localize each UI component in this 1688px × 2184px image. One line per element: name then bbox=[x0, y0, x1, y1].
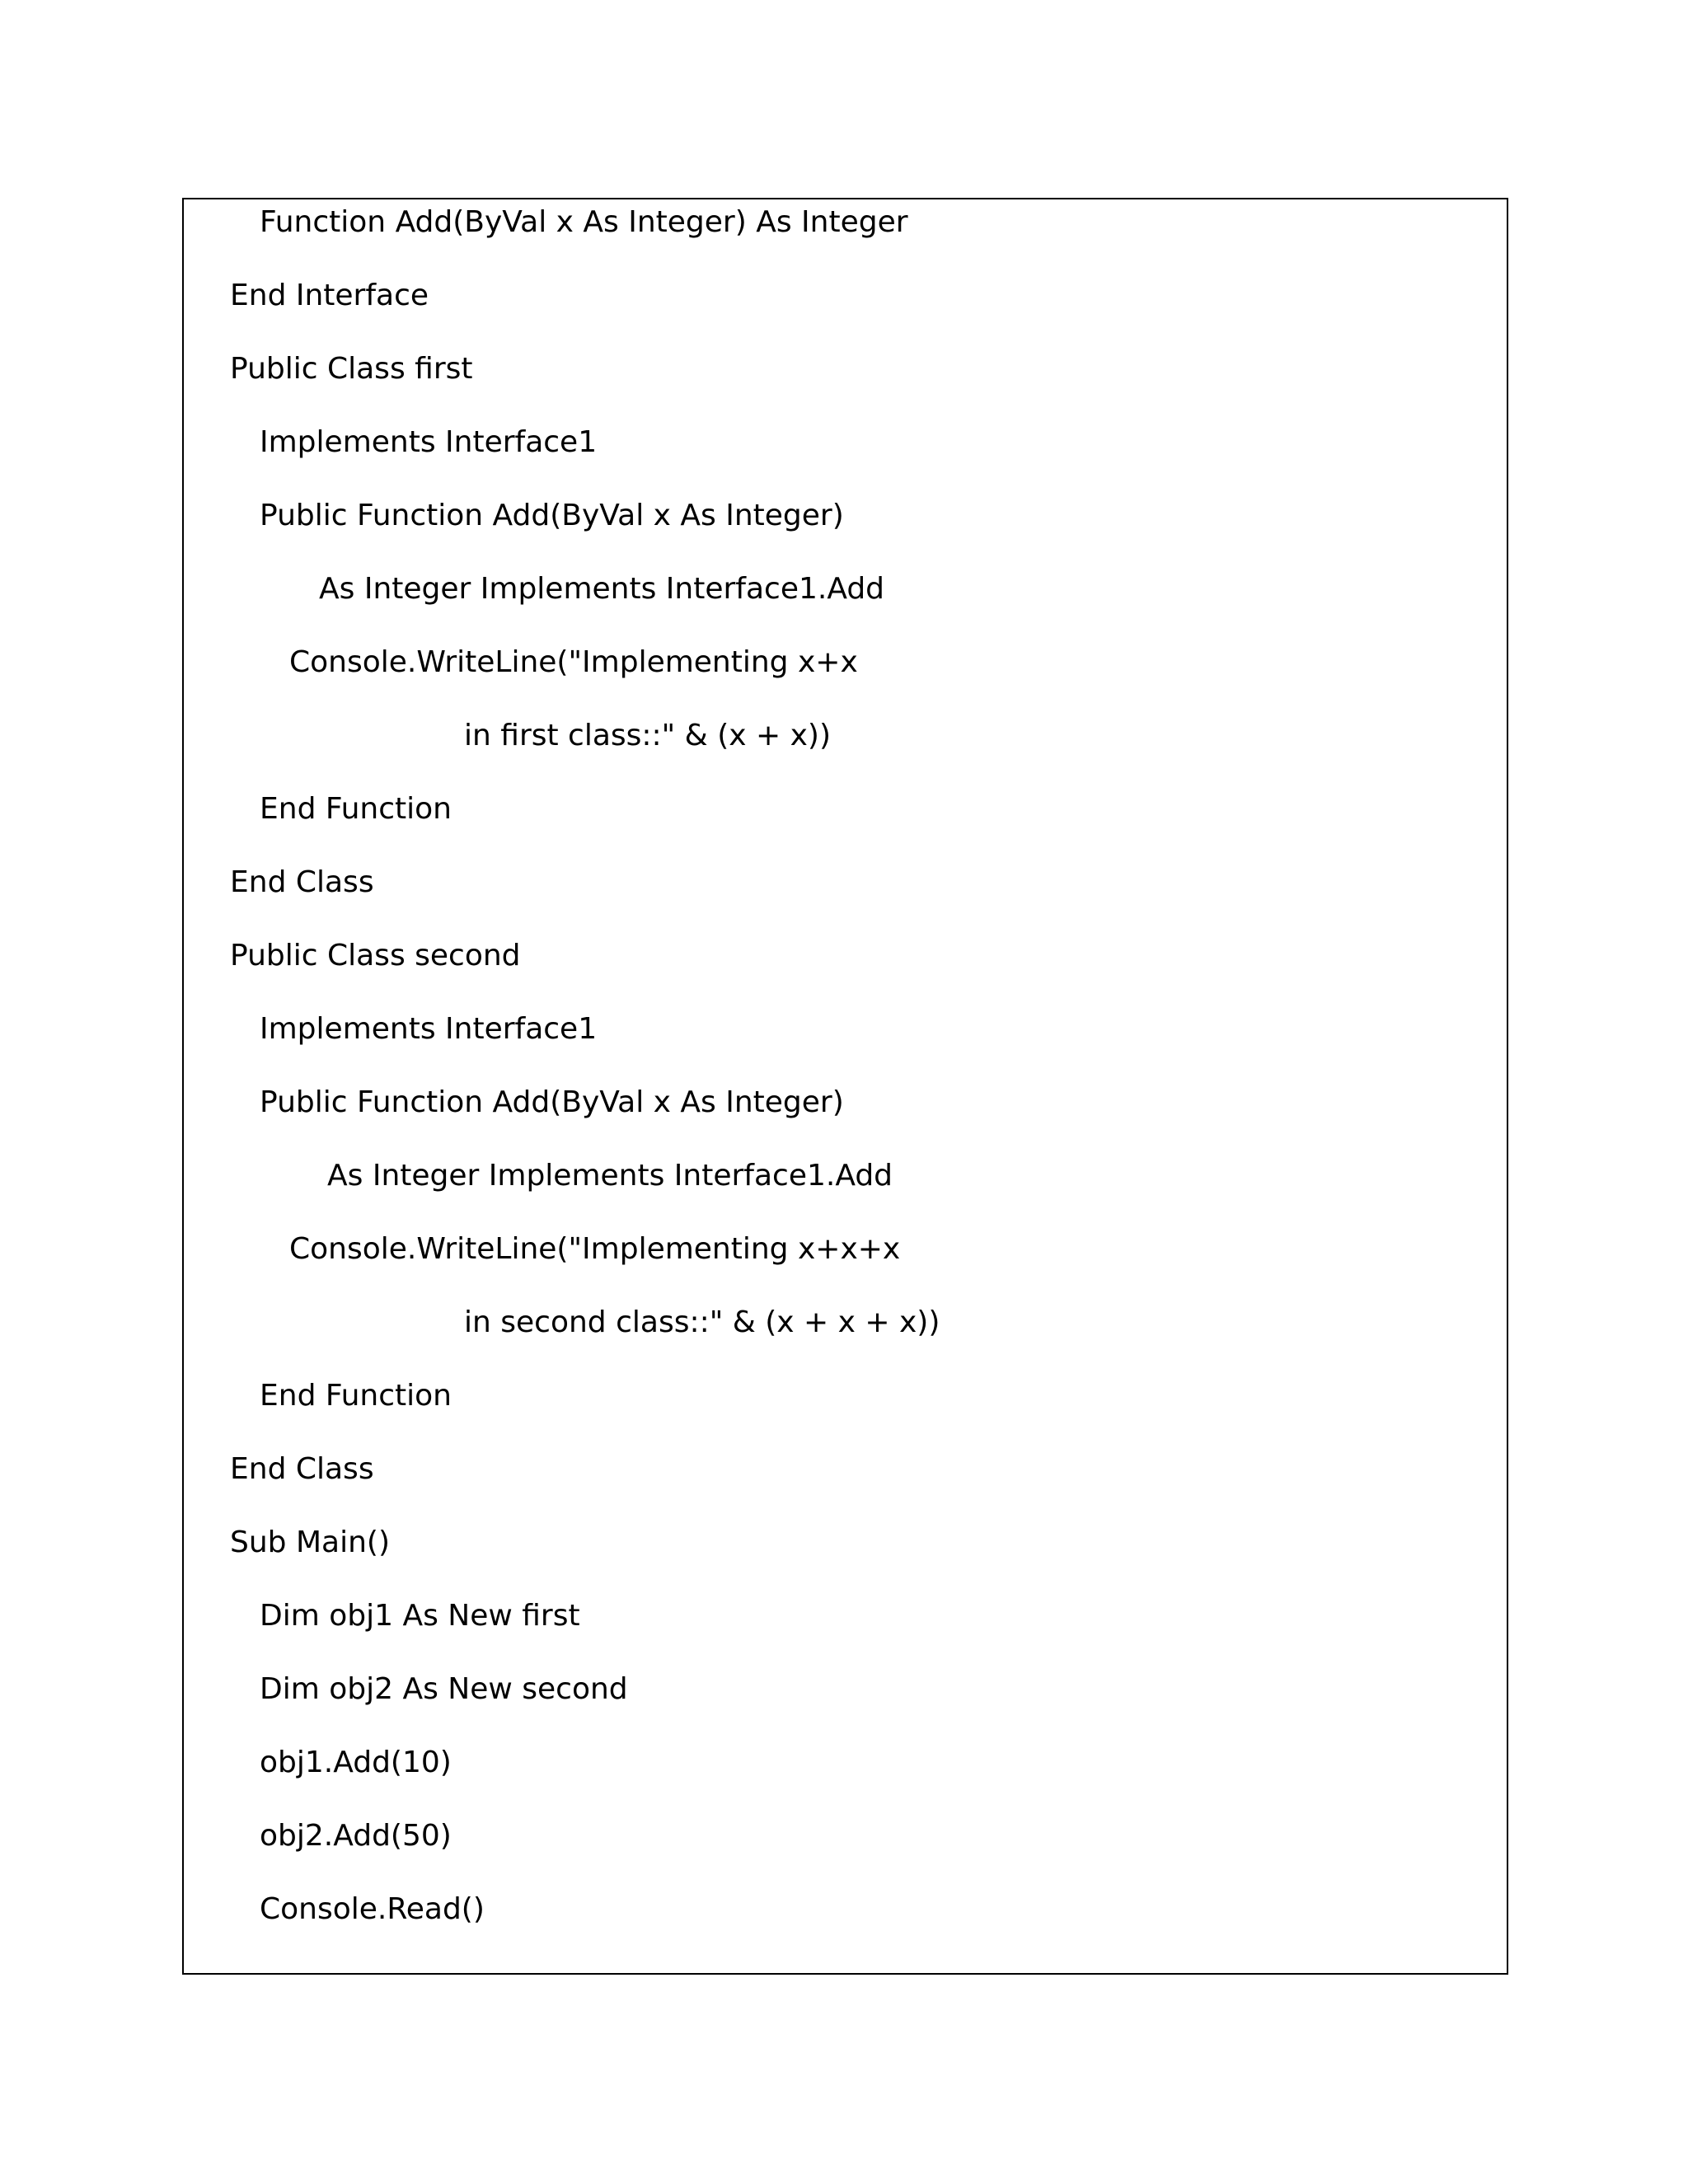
code-line: in second class::" & (x + x + x)) bbox=[464, 1305, 940, 1339]
code-line: Console.WriteLine("Implementing x+x+x bbox=[289, 1232, 901, 1266]
code-line: End Class bbox=[230, 1452, 374, 1486]
code-line: End Interface bbox=[230, 279, 429, 312]
code-line: End Function bbox=[260, 1379, 452, 1413]
code-line: Dim obj1 As New first bbox=[260, 1599, 580, 1633]
code-line: Implements Interface1 bbox=[260, 425, 598, 459]
code-line: Sub Main() bbox=[230, 1526, 390, 1559]
code-line: Function Add(ByVal x As Integer) As Integer bbox=[260, 205, 908, 239]
code-line: Dim obj2 As New second bbox=[260, 1672, 628, 1706]
code-line: As Integer Implements Interface1.Add bbox=[327, 1159, 893, 1193]
code-line: Public Function Add(ByVal x As Integer) bbox=[260, 499, 844, 532]
code-listing-box bbox=[182, 198, 1508, 1975]
code-line: End Class bbox=[230, 865, 374, 899]
code-line: in first class::" & (x + x)) bbox=[464, 719, 831, 752]
code-line: Console.Read() bbox=[260, 1892, 485, 1926]
code-line: Public Class first bbox=[230, 352, 473, 386]
code-line: obj1.Add(10) bbox=[260, 1746, 452, 1779]
code-line: obj2.Add(50) bbox=[260, 1819, 452, 1853]
code-line: As Integer Implements Interface1.Add bbox=[319, 572, 885, 606]
code-line: Implements Interface1 bbox=[260, 1012, 598, 1046]
code-line: Console.WriteLine("Implementing x+x bbox=[289, 645, 858, 679]
code-line: Public Function Add(ByVal x As Integer) bbox=[260, 1085, 844, 1119]
code-line: End Function bbox=[260, 792, 452, 826]
code-line: Public Class second bbox=[230, 939, 521, 972]
